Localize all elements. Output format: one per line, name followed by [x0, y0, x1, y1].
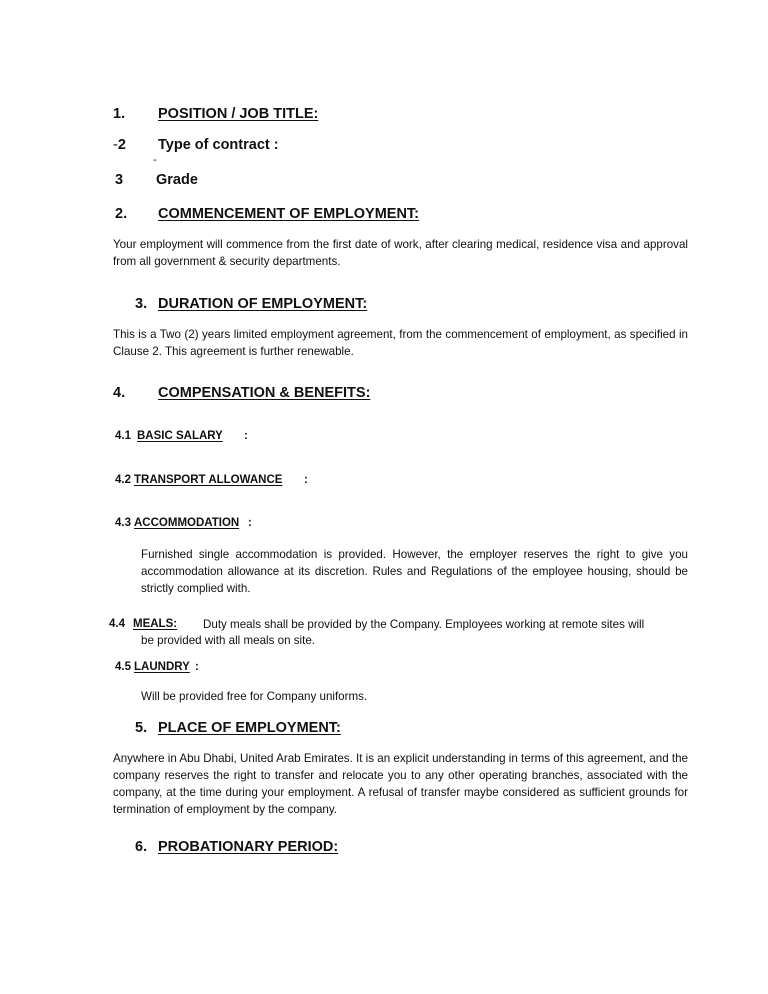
- transport-label: TRANSPORT ALLOWANCE: [134, 474, 283, 486]
- section-5-title: PLACE OF EMPLOYMENT:: [158, 720, 341, 736]
- accommodation-number: 4.3: [115, 517, 131, 529]
- section-6-title: PROBATIONARY PERIOD:: [158, 839, 339, 855]
- section-5-number: 5.: [135, 720, 148, 736]
- contract-number: -2: [113, 137, 126, 153]
- transport-number: 4.2: [115, 474, 131, 486]
- grade-label: Grade: [156, 172, 198, 188]
- laundry-label: LAUNDRY: [134, 661, 190, 673]
- section-1-number: 1.: [113, 106, 126, 122]
- meals-number: 4.4: [109, 618, 125, 630]
- meals-label: MEALS:: [133, 618, 178, 630]
- accommodation-label: ACCOMMODATION: [134, 517, 240, 529]
- basic-salary-number: 4.1: [115, 430, 131, 442]
- section-3-body: This is a Two (2) years limited employment agreement, from the commencement of employment, as specified in Clause 2. This agreement is further renewable.: [113, 328, 688, 358]
- basic-salary-label: BASIC SALARY: [137, 430, 223, 442]
- contract-dash: -: [153, 154, 157, 166]
- grade-number: 3: [115, 172, 124, 188]
- section-2-body: Your employment will commence from the first date of work, after clearing medical, residence visa and approval from all government & security departments.: [113, 238, 688, 268]
- accommodation-colon: :: [248, 517, 252, 529]
- laundry-number: 4.5: [115, 661, 131, 673]
- section-2-title: COMMENCEMENT OF EMPLOYMENT:: [158, 206, 419, 222]
- section-6-number: 6.: [135, 839, 148, 855]
- laundry-body: Will be provided free for Company uniforms.: [141, 690, 368, 703]
- section-2-number: 2.: [115, 206, 128, 222]
- laundry-colon: :: [195, 661, 199, 673]
- meals-body-line-2: be provided with all meals on site.: [141, 634, 315, 647]
- transport-colon: :: [304, 474, 308, 486]
- contract-type-label: Type of contract :: [158, 137, 279, 153]
- section-1-title: POSITION / JOB TITLE:: [158, 106, 319, 122]
- basic-salary-colon: :: [244, 430, 248, 442]
- section-3-title: DURATION OF EMPLOYMENT:: [158, 296, 368, 312]
- section-3-number: 3.: [135, 296, 148, 312]
- section-4-title: COMPENSATION & BENEFITS:: [158, 385, 371, 401]
- meals-body-line-1: Duty meals shall be provided by the Company. Employees working at remote sites will: [203, 618, 645, 631]
- section-4-number: 4.: [113, 385, 126, 401]
- accommodation-body: Furnished single accommodation is provided. However, the employer reserves the right to give you accommodation allowance at its discretion. Rules and Regulations of the employee housing, should be strictly complied with.: [141, 548, 688, 595]
- section-5-body: Anywhere in Abu Dhabi, United Arab Emirates. It is an explicit understanding in terms of this agreement, and the company reserves the right to transfer and relocate you to any other operating branches, associated with the company, at the time during your employment. A refusal of transfer maybe considered as sufficient grounds for termination of employment by the company.: [113, 752, 688, 816]
